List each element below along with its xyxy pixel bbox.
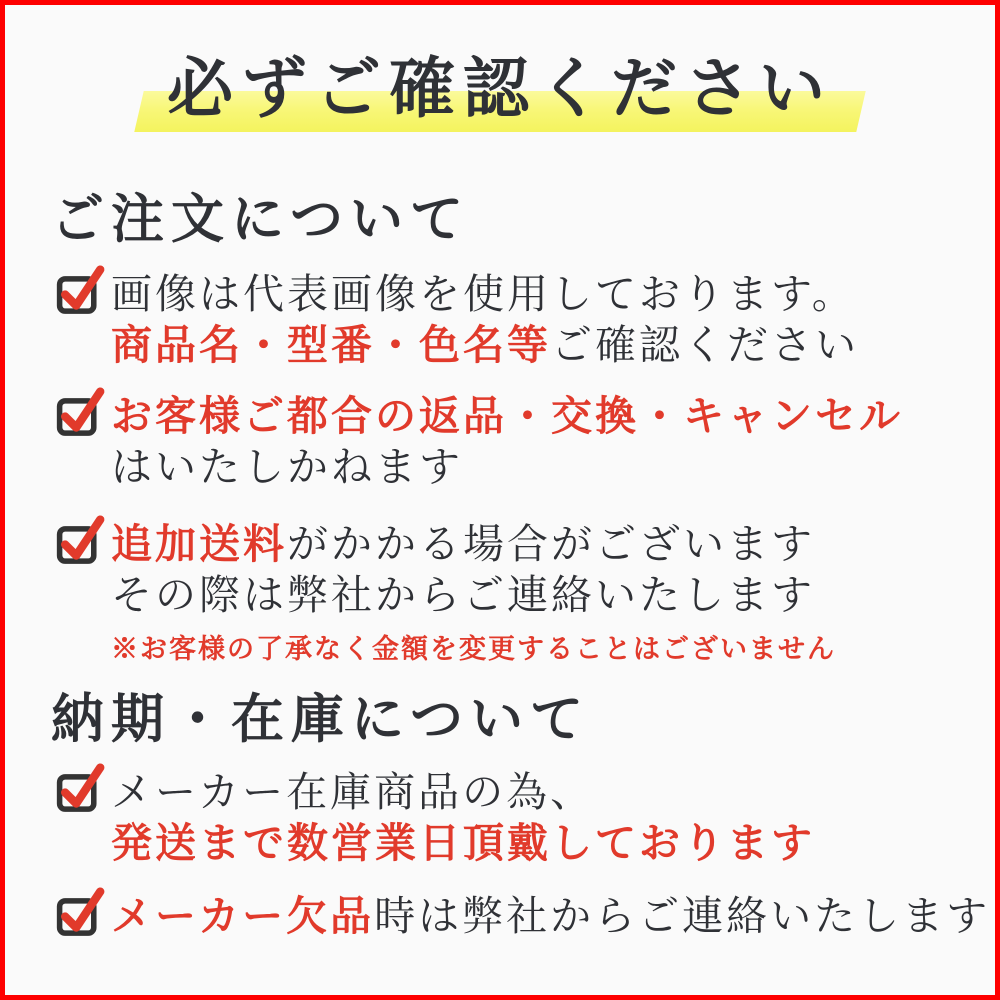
text-segment: 画像は代表画像を使用しております。 <box>111 270 856 318</box>
text-segment: メーカー欠品 <box>111 892 375 940</box>
text-segment: その際は弊社からご連絡いたします <box>111 571 815 619</box>
note-line <box>111 633 836 667</box>
checklist-item-text <box>111 391 903 493</box>
item-line <box>111 891 990 942</box>
checkbox-checked-icon <box>55 513 103 565</box>
checkbox-checked-icon <box>55 761 103 813</box>
checklist-item-text <box>111 269 859 371</box>
text-segment: メーカー在庫商品の為、 <box>111 768 595 816</box>
checklist-item-text <box>111 767 815 869</box>
checklist-item-text <box>111 519 836 667</box>
item-line <box>111 570 836 621</box>
section-heading-stock: 納期・在庫について <box>51 688 590 750</box>
notice-title: 必ずご確認ください <box>167 49 833 127</box>
item-line <box>111 767 815 818</box>
checklist-item <box>55 269 859 371</box>
text-segment: 追加送料 <box>111 520 287 568</box>
checklist-item <box>55 391 903 493</box>
checklist-item <box>55 891 990 942</box>
checklist-item <box>55 767 815 869</box>
checkbox-checked-icon <box>55 885 103 937</box>
text-segment: お客様ご都合の返品・交換・キャンセル <box>111 392 903 440</box>
text-segment: 発送まで数営業日頂戴しております <box>111 819 815 867</box>
text-segment: 商品名・型番・色名等 <box>111 321 551 369</box>
text-segment: がかかる場合がございます <box>287 520 815 568</box>
item-line <box>111 269 859 320</box>
text-segment: 時は弊社からご連絡いたします <box>374 892 991 940</box>
section-heading-orders: ご注文について <box>51 188 470 250</box>
text-segment: はいたしかねます <box>111 443 463 491</box>
checkbox-checked-icon <box>55 263 103 315</box>
checklist-item-text <box>111 891 990 942</box>
item-line <box>111 818 815 869</box>
text-segment: ※お客様の了承なく金額を変更することはございません <box>111 634 836 665</box>
item-line <box>111 320 859 371</box>
item-line <box>111 519 836 570</box>
item-line <box>111 391 903 442</box>
text-segment: ご確認ください <box>551 321 859 369</box>
checkbox-checked-icon <box>55 385 103 437</box>
item-line <box>111 442 903 493</box>
checklist-item <box>55 519 836 667</box>
